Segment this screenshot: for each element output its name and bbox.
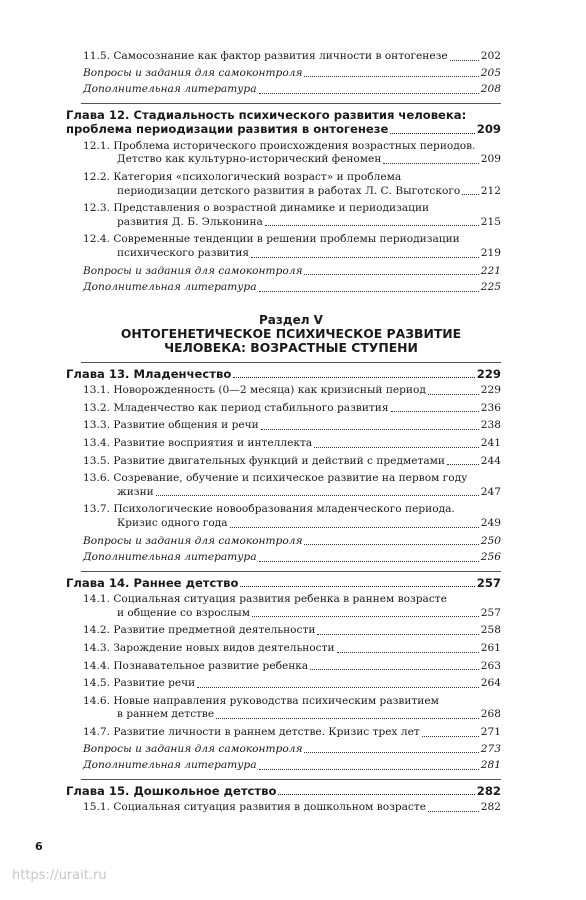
toc-entry-text: 13.1. Новорожденность (0—2 месяца) как кризисный период bbox=[83, 384, 426, 397]
toc-page-number: 238 bbox=[480, 419, 501, 432]
toc-entry-line1: 12.1. Проблема исторического происхождения возрастных периодов. bbox=[83, 139, 476, 152]
toc-entry-line1: 12.4. Современные тенденции в решении проблемы периодизации bbox=[83, 233, 460, 246]
toc-entry-questions-12[interactable] bbox=[83, 265, 501, 279]
toc-entry-literature-13[interactable] bbox=[83, 551, 501, 565]
toc-entry-14-5[interactable] bbox=[83, 677, 501, 691]
toc-entry-12-2[interactable] bbox=[83, 171, 501, 198]
toc-page-number: 221 bbox=[480, 264, 501, 277]
toc-entry-line1: 14.1. Социальная ситуация развития ребенка в раннем возрасте bbox=[83, 593, 447, 606]
toc-entry-14-2[interactable] bbox=[83, 624, 501, 638]
toc-entry-text: 14.4. Познавательное развитие ребенка bbox=[83, 659, 309, 672]
toc-entry-line2: в раннем детстве bbox=[117, 708, 215, 721]
chapter12-block bbox=[66, 103, 501, 295]
toc-entry-14-6[interactable] bbox=[83, 695, 501, 722]
toc-entry-questions-11[interactable] bbox=[83, 67, 501, 81]
toc-page-number: 250 bbox=[480, 534, 501, 547]
toc-entry-literature-14[interactable] bbox=[83, 759, 501, 773]
section-label: Раздел V bbox=[259, 312, 323, 327]
toc-page-number: 257 bbox=[480, 606, 501, 619]
toc-page-number: 281 bbox=[480, 759, 501, 772]
toc-page-number: 258 bbox=[480, 624, 501, 637]
section-title-line1: ОНТОГЕНЕТИЧЕСКОЕ ПСИХИЧЕСКОЕ РАЗВИТИЕ bbox=[120, 325, 462, 341]
toc-entry-text: 14.2. Развитие предметной деятельности bbox=[83, 624, 316, 637]
toc-entry-15-1[interactable] bbox=[83, 801, 501, 815]
chapter13-title: Глава 13. Младенчество bbox=[66, 366, 232, 381]
toc-entry-12-4[interactable] bbox=[83, 233, 501, 260]
toc-page-number: 205 bbox=[480, 66, 501, 79]
toc-entry-text: Дополнительная литература bbox=[83, 759, 257, 772]
toc-entry-line2: развития Д. Б. Эльконина bbox=[117, 215, 263, 228]
toc-page-number: 209 bbox=[480, 153, 501, 166]
toc-entry-13-1[interactable] bbox=[83, 384, 501, 398]
section-title-line2: ЧЕЛОВЕКА: ВОЗРАСТНЫЕ СТУПЕНИ bbox=[164, 340, 418, 356]
toc-entry-line2: психического развития bbox=[117, 246, 250, 259]
toc-entry-text: 13.5. Развитие двигательных функций и действий с предметами bbox=[83, 454, 445, 467]
toc-entry-11-5[interactable] bbox=[83, 50, 501, 64]
toc-entry-line2: и общение со взрослым bbox=[117, 606, 250, 619]
toc-entry-line1: 14.6. Новые направления руководства психическим развитием bbox=[83, 694, 439, 707]
toc-entry-line2: Кризис одного года bbox=[117, 516, 228, 529]
toc-entry-14-3[interactable] bbox=[83, 642, 501, 656]
toc-page-number: 244 bbox=[480, 454, 501, 467]
chapter12-page: 209 bbox=[476, 122, 501, 137]
chapter14-heading[interactable] bbox=[66, 576, 501, 591]
toc-entry-line2: периодизации детского развития в работах Л. С. Выготского bbox=[117, 184, 461, 197]
toc-page-number: 241 bbox=[480, 437, 501, 449]
watermark: https://urait.ru bbox=[12, 868, 107, 883]
toc-entry-text: 14.5. Развитие речи bbox=[83, 677, 196, 690]
toc-entry-14-1[interactable] bbox=[83, 593, 501, 620]
toc-entry-12-1[interactable] bbox=[83, 140, 501, 167]
toc-entry-line2: Детство как культурно-исторический феномен bbox=[117, 153, 382, 166]
chapter13-page: 229 bbox=[476, 366, 501, 381]
toc-entry-14-4[interactable] bbox=[83, 660, 501, 674]
toc-entry-13-5[interactable] bbox=[83, 455, 501, 469]
toc-page-number: 273 bbox=[480, 742, 501, 755]
toc-page-number: 282 bbox=[480, 801, 501, 814]
chapter12-title-line1: Глава 12. Стадиальность психического развития человека: bbox=[66, 107, 467, 122]
toc-entry-text: Вопросы и задания для самоконтроля bbox=[83, 66, 303, 79]
chapter13-heading[interactable] bbox=[66, 367, 501, 382]
toc-page-number: 249 bbox=[480, 516, 501, 529]
chapter12-title-line2: проблема периодизации развития в онтогенезе bbox=[66, 122, 389, 137]
toc-entry-text: 14.7. Развитие личности в раннем детстве. Кризис трех лет bbox=[83, 726, 420, 738]
chapter15-block bbox=[66, 779, 501, 815]
toc-entry-text: 13.4. Развитие восприятия и интеллекта bbox=[83, 437, 313, 449]
chapter14-block bbox=[66, 571, 501, 773]
toc-entry-13-6[interactable] bbox=[83, 472, 501, 499]
toc-page-number: 268 bbox=[480, 708, 501, 721]
toc-entry-questions-13[interactable] bbox=[83, 535, 501, 549]
toc-entry-literature-11[interactable] bbox=[83, 83, 501, 97]
toc-page-number: 247 bbox=[480, 485, 501, 498]
toc-entry-13-7[interactable] bbox=[83, 503, 501, 530]
toc-entry-literature-12[interactable] bbox=[83, 281, 501, 295]
toc-page-number: 212 bbox=[480, 184, 501, 197]
toc-page-number: 208 bbox=[480, 83, 501, 96]
toc-entry-14-7[interactable] bbox=[83, 726, 501, 740]
toc-entry-line1: 12.3. Представления о возрастной динамике и периодизации bbox=[83, 202, 430, 215]
chapter14-title: Глава 14. Раннее детство bbox=[66, 575, 239, 590]
toc-entry-text: Дополнительная литература bbox=[83, 551, 257, 564]
toc-entry-text: 11.5. Самосознание как фактор развития личности в онтогенезе bbox=[83, 50, 448, 62]
toc-entry-line1: 13.6. Созревание, обучение и психическое развитие на первом году bbox=[83, 472, 468, 485]
toc-entry-text: 15.1. Социальная ситуация развития в дошкольном возрасте bbox=[83, 801, 427, 814]
chapter11-tail bbox=[81, 50, 501, 97]
toc-entry-text: Дополнительная литература bbox=[83, 281, 257, 294]
chapter12-heading[interactable] bbox=[66, 108, 501, 137]
toc-page-number: 225 bbox=[480, 281, 501, 294]
toc-entry-text: Дополнительная литература bbox=[83, 83, 257, 96]
toc-entry-text: Вопросы и задания для самоконтроля bbox=[83, 742, 303, 755]
chapter15-title: Глава 15. Дошкольное детство bbox=[66, 783, 277, 798]
toc-page-number: 256 bbox=[480, 551, 501, 564]
toc-entry-questions-14[interactable] bbox=[83, 743, 501, 757]
toc-page-number: 263 bbox=[480, 659, 501, 672]
toc-page-number: 261 bbox=[480, 642, 501, 655]
toc-entry-13-3[interactable] bbox=[83, 419, 501, 433]
toc-entry-13-4[interactable] bbox=[83, 437, 501, 451]
toc-entry-12-3[interactable] bbox=[83, 202, 501, 229]
toc-entry-text: 13.3. Развитие общения и речи bbox=[83, 419, 259, 432]
toc-page bbox=[66, 50, 501, 819]
toc-page-number: 219 bbox=[480, 246, 501, 259]
toc-entry-text: 14.3. Зарождение новых видов деятельности bbox=[83, 642, 335, 655]
chapter14-page: 257 bbox=[476, 575, 501, 590]
chapter15-heading[interactable] bbox=[66, 784, 501, 799]
chapter15-page: 282 bbox=[476, 783, 501, 798]
chapter13-block bbox=[66, 362, 501, 565]
toc-entry-line1: 12.2. Категория «психологический возраст» и проблема bbox=[83, 170, 402, 183]
toc-page-number: 271 bbox=[480, 726, 501, 738]
section-heading bbox=[81, 313, 501, 356]
toc-entry-text: Вопросы и задания для самоконтроля bbox=[83, 534, 303, 547]
toc-page-number: 236 bbox=[480, 401, 501, 414]
page-number: 6 bbox=[35, 840, 43, 853]
toc-page-number: 215 bbox=[480, 215, 501, 228]
toc-entry-line1: 13.7. Психологические новообразования младенческого периода. bbox=[83, 503, 455, 516]
toc-entry-text: 13.2. Младенчество как период стабильного развития bbox=[83, 401, 389, 414]
toc-entry-13-2[interactable] bbox=[83, 402, 501, 416]
toc-page-number: 264 bbox=[480, 677, 501, 690]
toc-entry-text: Вопросы и задания для самоконтроля bbox=[83, 264, 303, 277]
toc-entry-line2: жизни bbox=[117, 485, 154, 498]
toc-page-number: 202 bbox=[480, 50, 501, 62]
toc-page-number: 229 bbox=[480, 384, 501, 397]
